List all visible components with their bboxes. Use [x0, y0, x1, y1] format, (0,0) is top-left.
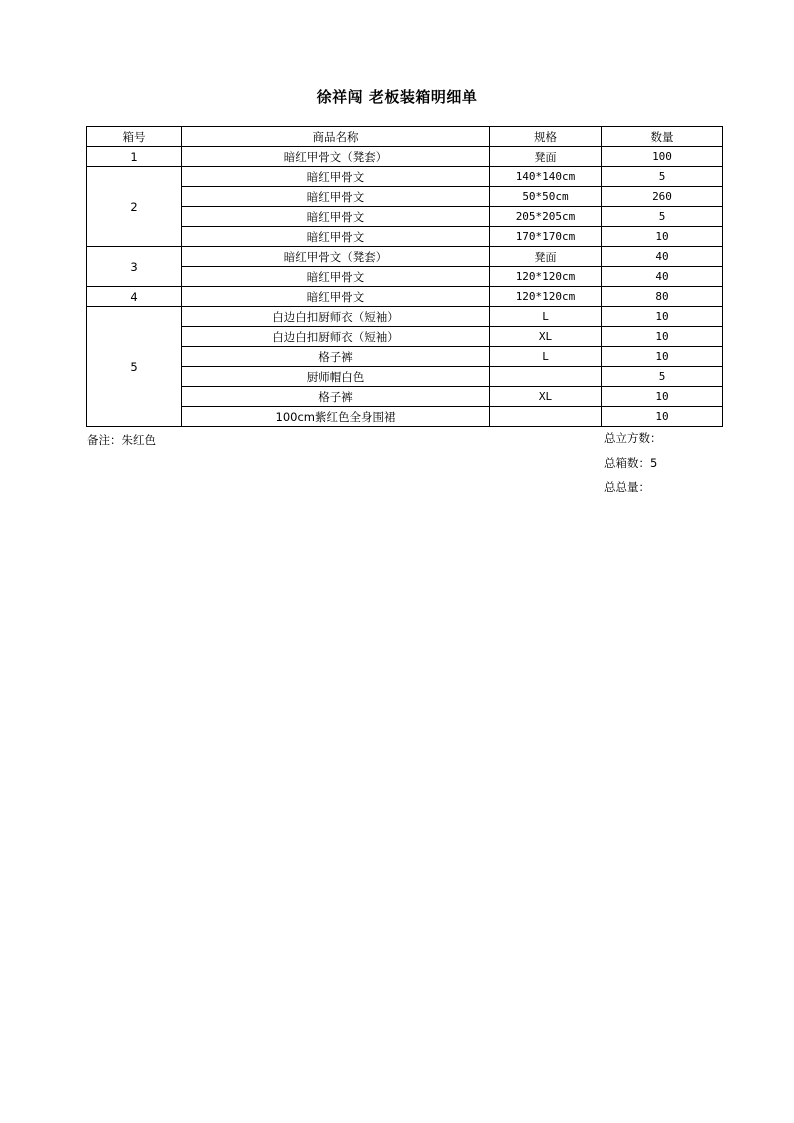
table-row: [87, 267, 723, 287]
product-name-cell: 暗红甲骨文（凳套）: [182, 247, 490, 267]
box-number-cell: 5: [87, 307, 182, 427]
header-specification: 规格: [490, 127, 602, 147]
product-name-cell: 暗红甲骨文: [182, 207, 490, 227]
header-quantity: 数量: [602, 127, 723, 147]
specification-cell: [490, 367, 602, 387]
quantity-cell: 100: [602, 147, 723, 167]
total-boxes-label: 总箱数：5: [604, 456, 658, 470]
specification-cell: 凳面: [490, 247, 602, 267]
quantity-cell: 10: [602, 387, 723, 407]
product-name-cell: 格子裤: [182, 347, 490, 367]
product-name-cell: 暗红甲骨文: [182, 267, 490, 287]
table-row: [87, 287, 723, 307]
table-header-row: [87, 127, 723, 147]
table-row: [87, 147, 723, 167]
table-row: [87, 307, 723, 327]
product-name-cell: 格子裤: [182, 387, 490, 407]
table-row: [87, 207, 723, 227]
remark-note: 备注：朱红色: [87, 433, 156, 447]
table-row: [87, 347, 723, 367]
specification-cell: 凳面: [490, 147, 602, 167]
box-number-cell: 2: [87, 167, 182, 247]
specification-cell: 120*120cm: [490, 267, 602, 287]
product-name-cell: 白边白扣厨师衣（短袖）: [182, 327, 490, 347]
total-volume-label: 总立方数：: [604, 431, 662, 445]
document-title: 徐祥闯 老板装箱明细单: [316, 88, 478, 106]
box-number-cell: 3: [87, 247, 182, 287]
product-name-cell: 白边白扣厨师衣（短袖）: [182, 307, 490, 327]
header-product-name: 商品名称: [182, 127, 490, 147]
packing-list-table: [86, 126, 723, 427]
table-row: [87, 187, 723, 207]
specification-cell: XL: [490, 327, 602, 347]
product-name-cell: 暗红甲骨文（凳套）: [182, 147, 490, 167]
table-row: [87, 247, 723, 267]
specification-cell: L: [490, 307, 602, 327]
quantity-cell: 40: [602, 267, 723, 287]
product-name-cell: 厨师帽白色: [182, 367, 490, 387]
quantity-cell: 10: [602, 227, 723, 247]
box-number-cell: 1: [87, 147, 182, 167]
header-box-number: 箱号: [87, 127, 182, 147]
product-name-cell: 暗红甲骨文: [182, 287, 490, 307]
quantity-cell: 10: [602, 307, 723, 327]
product-name-cell: 暗红甲骨文: [182, 167, 490, 187]
product-name-cell: 暗红甲骨文: [182, 227, 490, 247]
table-row: [87, 367, 723, 387]
box-number-cell: 4: [87, 287, 182, 307]
quantity-cell: 5: [602, 367, 723, 387]
product-name-cell: 100cm紫红色全身围裙: [182, 407, 490, 427]
quantity-cell: 10: [602, 407, 723, 427]
specification-cell: [490, 407, 602, 427]
quantity-cell: 80: [602, 287, 723, 307]
specification-cell: 140*140cm: [490, 167, 602, 187]
table-row: [87, 387, 723, 407]
specification-cell: 120*120cm: [490, 287, 602, 307]
product-name-cell: 暗红甲骨文: [182, 187, 490, 207]
table-row: [87, 407, 723, 427]
specification-cell: 170*170cm: [490, 227, 602, 247]
specification-cell: 205*205cm: [490, 207, 602, 227]
total-quantity-label: 总总量：: [604, 480, 650, 494]
specification-cell: 50*50cm: [490, 187, 602, 207]
quantity-cell: 10: [602, 347, 723, 367]
quantity-cell: 40: [602, 247, 723, 267]
specification-cell: L: [490, 347, 602, 367]
quantity-cell: 10: [602, 327, 723, 347]
table-body: [87, 147, 723, 427]
table-row: [87, 327, 723, 347]
quantity-cell: 5: [602, 167, 723, 187]
quantity-cell: 5: [602, 207, 723, 227]
quantity-cell: 260: [602, 187, 723, 207]
table-row: [87, 167, 723, 187]
specification-cell: XL: [490, 387, 602, 407]
table-row: [87, 227, 723, 247]
